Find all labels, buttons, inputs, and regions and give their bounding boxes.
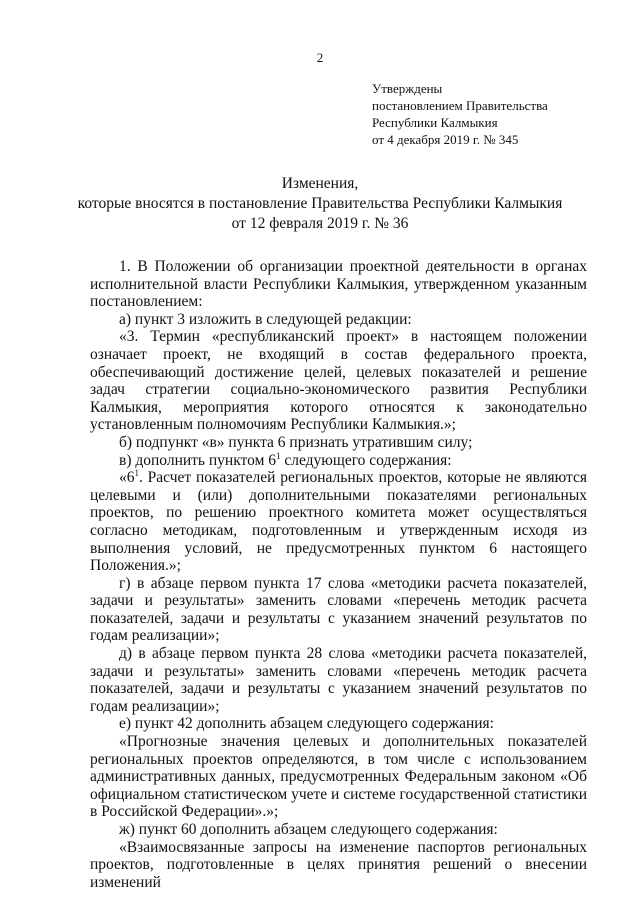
paragraph-text: в) дополнить пунктом 6 xyxy=(119,451,276,469)
title-line: которые вносятся в постановление Правительства Республики Калмыкия xyxy=(77,195,563,212)
page-number: 2 xyxy=(316,50,324,65)
approval-line: постановлением Правительства xyxy=(372,98,548,113)
paragraph-text: следующего содержания: xyxy=(280,451,452,469)
title-line: от 12 февраля 2019 г. № 36 xyxy=(231,215,409,232)
approval-block xyxy=(372,80,548,148)
approval-line: от 4 декабря 2019 г. № 345 xyxy=(372,132,519,147)
document-title xyxy=(0,174,640,234)
superscript: 1 xyxy=(276,450,281,461)
paragraph-text: «6 xyxy=(119,469,135,487)
superscript: 1 xyxy=(134,468,139,479)
paragraph: «Взаимосвязанные запросы на изменение паспортов региональных проектов, подготовленные в целях принятия решений о внесении изменений xyxy=(90,838,587,891)
paragraph: д) в абзаце первом пункта 28 слова «методики расчета показателей, задачи и результаты» заменить словами «перечень методик расчета показателей, задачи и результаты с указанием значений результатов по годам реализации»; xyxy=(90,645,587,715)
paragraph: 1. В Положении об организации проектной деятельности в органах исполнительной власти Республики Калмыкия, утвержденном указанным постановлением: xyxy=(90,258,587,311)
title-line: Изменения, xyxy=(281,175,359,192)
paragraph: б) подпункт «в» пункта 6 признать утратившим силу; xyxy=(119,433,473,451)
paragraph: а) пункт 3 изложить в следующей редакции: xyxy=(119,310,412,328)
paragraph xyxy=(90,469,587,575)
paragraph-text: . Расчет показателей региональных проектов, которые не являются целевыми и (или) дополнительными показателями региональных проектов, по решению проектного комитета может осуществляться согласно методикам, подготовленным и утвержденным исходя из выполнения условий, не предусмотренных пунктом 6 настоящего Положения.»; xyxy=(90,469,587,575)
approval-line: Утверждены xyxy=(372,81,443,96)
paragraph: ж) пункт 60 дополнить абзацем следующего содержания: xyxy=(119,821,498,838)
paragraph: «Прогнозные значения целевых и дополнительных показателей региональных проектов определяются, в том числе с использованием административных данных, предусмотренных Федеральным законом «Об официальном статистическом учете и системе государственной статистики в Российской Федерации».»; xyxy=(90,733,587,821)
approval-line: Республики Калмыкия xyxy=(372,115,498,130)
paragraph: г) в абзаце первом пункта 17 слова «методики расчета показателей, задачи и результаты» заменить словами «перечень методик расчета показателей, задачи и результаты с указанием значений результатов по годам реализации»; xyxy=(90,574,587,645)
document-body xyxy=(90,258,587,891)
paragraph: е) пункт 42 дополнить абзацем следующего содержания: xyxy=(119,715,494,733)
paragraph xyxy=(90,452,587,470)
paragraph: «3. Термин «республиканский проект» в настоящем положении означает проект, не входящий в состав федерального проекта, обеспечивающий достижение целей, целевых показателей и решение задач стратегии социально-экономического развития Республики Калмыкия, мероприятия которого относятся к законодательно установленным полномочиям Республики Калмыкия.»; xyxy=(90,328,587,434)
